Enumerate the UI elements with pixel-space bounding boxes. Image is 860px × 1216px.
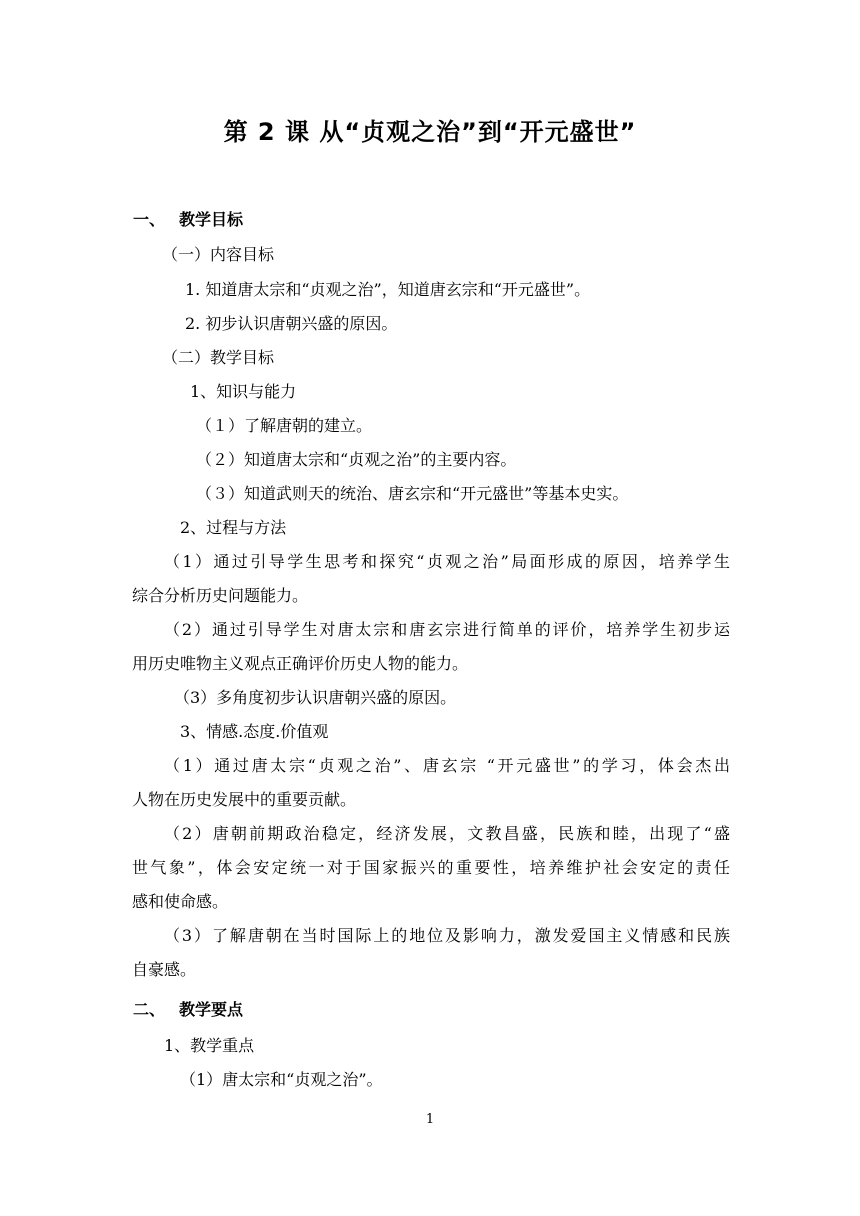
paragraph-line: 感和使命感。 xyxy=(132,892,229,911)
subheading-key-points: 1、教学重点 xyxy=(164,1036,255,1055)
paragraph-line: （2）唐朝前期政治稳定，经济发展，文教昌盛，民族和睦，出现了“盛 xyxy=(164,824,730,843)
subheading-knowledge: 1、知识与能力 xyxy=(190,382,297,401)
list-item: 1. 知道唐太宗和“贞观之治”，知道唐玄宗和“开元盛世”。 xyxy=(185,280,591,299)
subheading-emotion: 3、情感.态度.价值观 xyxy=(180,722,329,741)
section-number: 一、 xyxy=(133,210,166,229)
list-item: （1）唐太宗和“贞观之治”。 xyxy=(180,1070,383,1089)
section-heading-objectives xyxy=(133,210,243,230)
section-label: 教学目标 xyxy=(179,210,244,229)
paragraph-line: （1）通过引导学生思考和探究“贞观之治”局面形成的原因，培养学生 xyxy=(164,552,730,571)
list-item: 2. 初步认识唐朝兴盛的原因。 xyxy=(185,314,398,333)
list-item: （１）了解唐朝的建立。 xyxy=(196,416,373,435)
paragraph-line: 人物在历史发展中的重要贡献。 xyxy=(132,790,357,809)
section-label: 教学要点 xyxy=(179,1000,244,1019)
paragraph-line: （3）了解唐朝在当时国际上的地位及影响力，激发爱国主义情感和民族 xyxy=(164,926,730,945)
subheading-process: 2、过程与方法 xyxy=(180,518,287,537)
paragraph-line: 用历史唯物主义观点正确评价历史人物的能力。 xyxy=(132,654,469,673)
paragraph-line: （2）通过引导学生对唐太宗和唐玄宗进行简单的评价，培养学生初步运 xyxy=(164,620,730,639)
paragraph-line: （3）多角度初步认识唐朝兴盛的原因。 xyxy=(174,688,457,707)
list-item: （２）知道唐太宗和“贞观之治”的主要内容。 xyxy=(196,450,517,469)
subheading-content-goals: （一）内容目标 xyxy=(162,245,275,264)
subheading-teaching-goals: （二）教学目标 xyxy=(162,348,275,367)
list-item: （３）知道武则天的统治、唐玄宗和“开元盛世”等基本史实。 xyxy=(196,484,629,503)
paragraph-line: 自豪感。 xyxy=(132,960,197,979)
paragraph-line: （1）通过唐太宗“贞观之治”、唐玄宗 “开元盛世”的学习，体会杰出 xyxy=(164,756,730,775)
paragraph-line: 世气象”，体会安定统一对于国家振兴的重要性，培养维护社会安定的责任 xyxy=(132,858,730,877)
page-title: 第 2 课 从“贞观之治”到“开元盛世” xyxy=(223,118,637,146)
section-number: 二、 xyxy=(133,1000,166,1019)
page-number: 1 xyxy=(425,1112,435,1127)
paragraph-line: 综合分析历史问题能力。 xyxy=(132,586,309,605)
section-heading-key-points xyxy=(133,1000,243,1020)
